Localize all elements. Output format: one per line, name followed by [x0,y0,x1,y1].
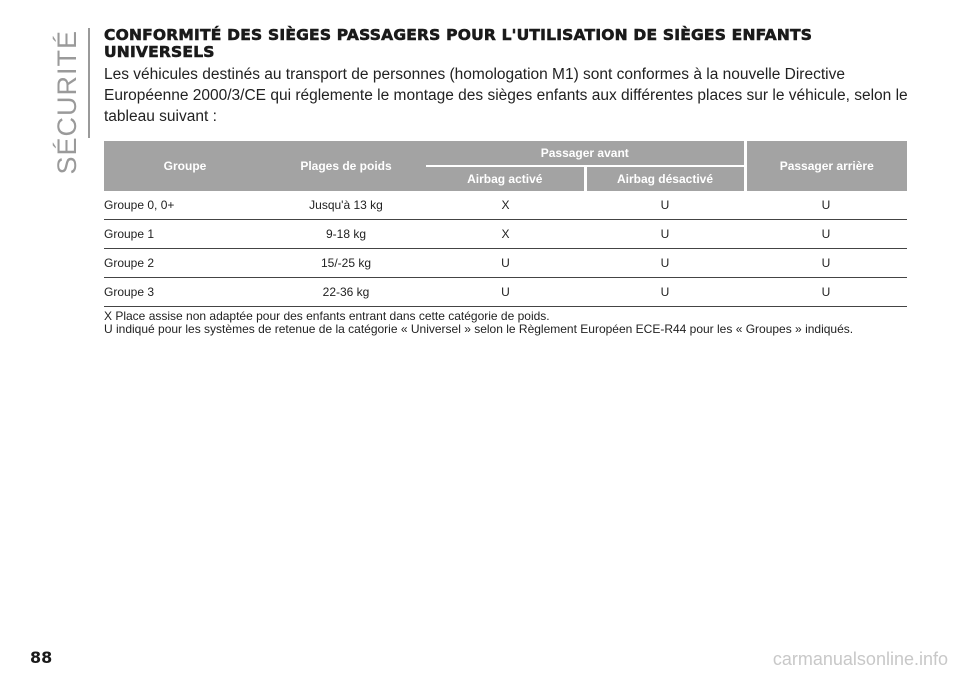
note-u: U indiqué pour les systèmes de retenue de la catégorie « Universel » selon le Règlement Européen ECE-R44 pour les « Groupes » indiqués. [104,322,854,336]
cell-poids: 22-36 kg [266,278,426,307]
header-airbag-desactive: Airbag désactivé [585,166,745,191]
table-row [104,220,907,249]
header-passager-avant: Passager avant [426,141,745,166]
cell-poids: Jusqu'à 13 kg [266,191,426,220]
child-seat-table [104,141,907,307]
cell-airbag-desactive: U [585,249,745,278]
header-airbag-active: Airbag activé [426,166,585,191]
cell-groupe: Groupe 2 [104,249,266,278]
note-x: X Place assise non adaptée pour des enfants entrant dans cette catégorie de poids. [104,309,550,323]
cell-poids: 9-18 kg [266,220,426,249]
page-title: CONFORMITÉ DES SIÈGES PASSAGERS POUR L'UTILISATION DE SIÈGES ENFANTS UNIVERSELS [104,26,813,61]
cell-groupe: Groupe 0, 0+ [104,191,266,220]
table-row [104,249,907,278]
table-row [104,191,907,220]
cell-passager-arriere: U [745,220,907,249]
page-content [104,27,910,336]
cell-groupe: Groupe 1 [104,220,266,249]
cell-airbag-desactive: U [585,191,745,220]
cell-airbag-active: U [426,278,585,307]
watermark: carmanualsonline.info [772,649,948,669]
cell-passager-arriere: U [745,249,907,278]
table-row [104,278,907,307]
cell-airbag-desactive: U [585,278,745,307]
header-passager-arriere: Passager arrière [745,141,907,191]
table-notes [104,310,910,336]
cell-airbag-desactive: U [585,220,745,249]
header-plages-de-poids: Plages de poids [266,141,426,191]
cell-groupe: Groupe 3 [104,278,266,307]
page-number: 88 [30,648,53,667]
cell-passager-arriere: U [745,278,907,307]
header-groupe: Groupe [104,141,266,191]
cell-poids: 15/-25 kg [266,249,426,278]
cell-airbag-active: X [426,220,585,249]
intro-paragraph: Les véhicules destinés au transport de personnes (homologation M1) sont conformes à la nouvelle Directive Européenne 2000/3/CE qui réglemente le montage des sièges enfants aux différentes places sur le véhicule, selon le tableau suivant : [104,66,908,125]
cell-passager-arriere: U [745,191,907,220]
cell-airbag-active: U [426,249,585,278]
section-side-rule [88,28,90,138]
cell-airbag-active: X [426,191,585,220]
section-side-tab: SÉCURITÉ [52,30,82,175]
